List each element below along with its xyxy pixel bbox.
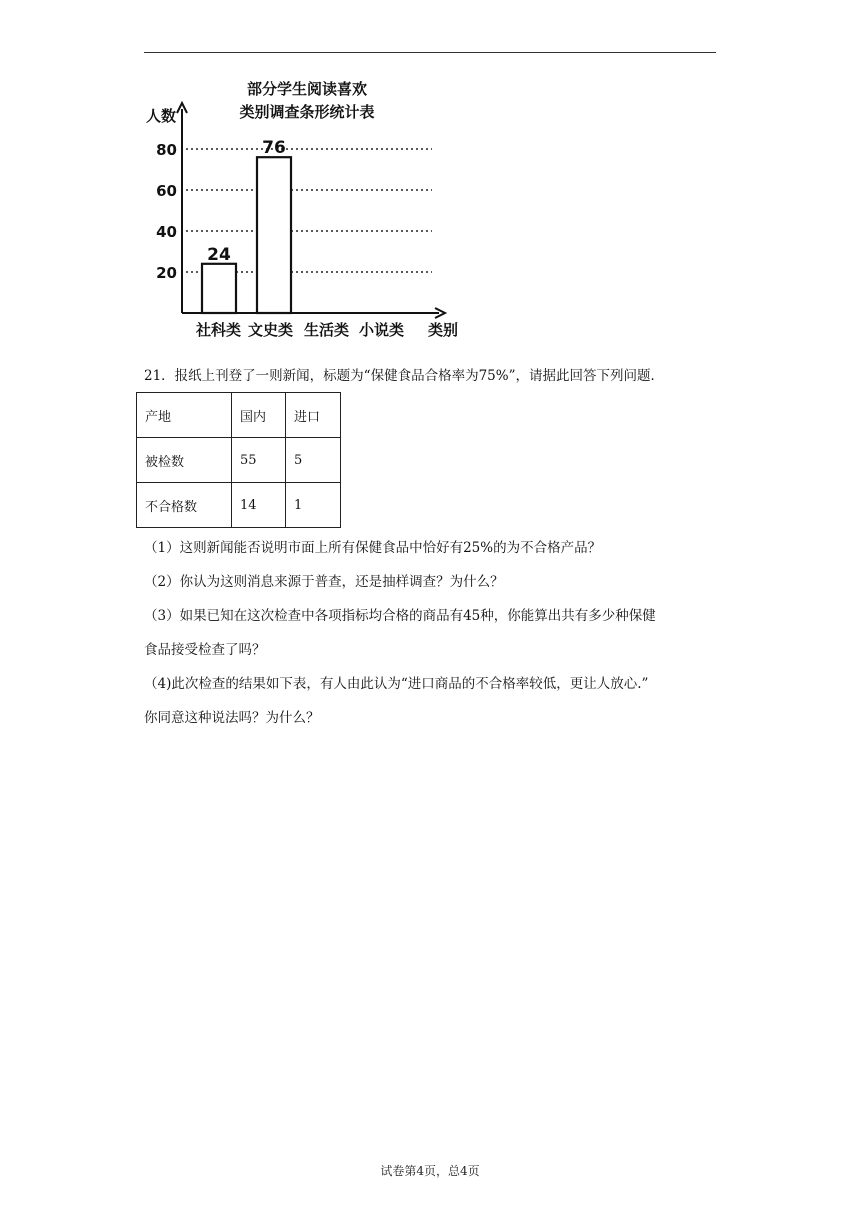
x-tick-label: 小说类 [359,321,405,339]
chart-title-line-1: 部分学生阅读喜欢 [246,80,367,98]
table-header-cell: 国内 [232,393,286,438]
x-tick-label: 文史类 [248,321,294,339]
x-axis-label: 类别 [428,321,459,339]
y-tick-label: 20 [156,264,177,282]
sub-question-3-line-2: 食品接受检查了吗？ [144,642,266,658]
bar-chart [140,78,480,348]
sub-question-4-line-2: 你同意这种说法吗？为什么？ [144,710,320,726]
table-cell: 1 [286,483,341,528]
bar-value-label: 24 [207,244,231,265]
sub-question-1: （1）这则新闻能否说明市面上所有保健食品中恰好有25%的为不合格产品？ [144,540,602,556]
table-header-cell: 进口 [286,393,341,438]
sub-question-4-line-1: （4)此次检查的结果如下表，有人由此认为“进口商品的不合格率较低，更让人放心.” [144,676,649,692]
chart-title-line-2: 类别调查条形统计表 [239,103,375,121]
y-tick-label: 40 [156,223,177,241]
table-cell: 5 [286,438,341,483]
inspection-table [136,392,341,528]
table-header-row [137,393,341,438]
table-header-cell: 产地 [137,393,232,438]
y-tick-label: 80 [156,141,177,159]
question-stem: 21．报纸上刊登了一则新闻，标题为“保健食品合格率为75%”，请据此回答下列问题． [144,368,664,384]
y-tick-label: 60 [156,182,177,200]
bar-文史类 [257,157,291,313]
table-cell: 55 [232,438,286,483]
table-cell: 被检数 [137,438,232,483]
chart-plot [140,78,480,348]
table-row [137,483,341,528]
page-footer: 试卷第4页，总4页 [380,1164,480,1178]
table-cell: 14 [232,483,286,528]
bar-value-label: 76 [262,138,286,159]
y-axis-label: 人数 [146,107,177,125]
bar-社科类 [202,264,236,313]
sub-question-3-line-1: （3）如果已知在这次检查中各项指标均合格的商品有45种，你能算出共有多少种保健 [144,608,656,624]
table-cell: 不合格数 [137,483,232,528]
sub-question-2: （2）你认为这则消息来源于普查，还是抽样调查？为什么？ [144,574,504,590]
header-rule [144,52,716,53]
x-tick-label: 社科类 [196,321,242,339]
table-row [137,438,341,483]
x-tick-label: 生活类 [304,321,350,339]
